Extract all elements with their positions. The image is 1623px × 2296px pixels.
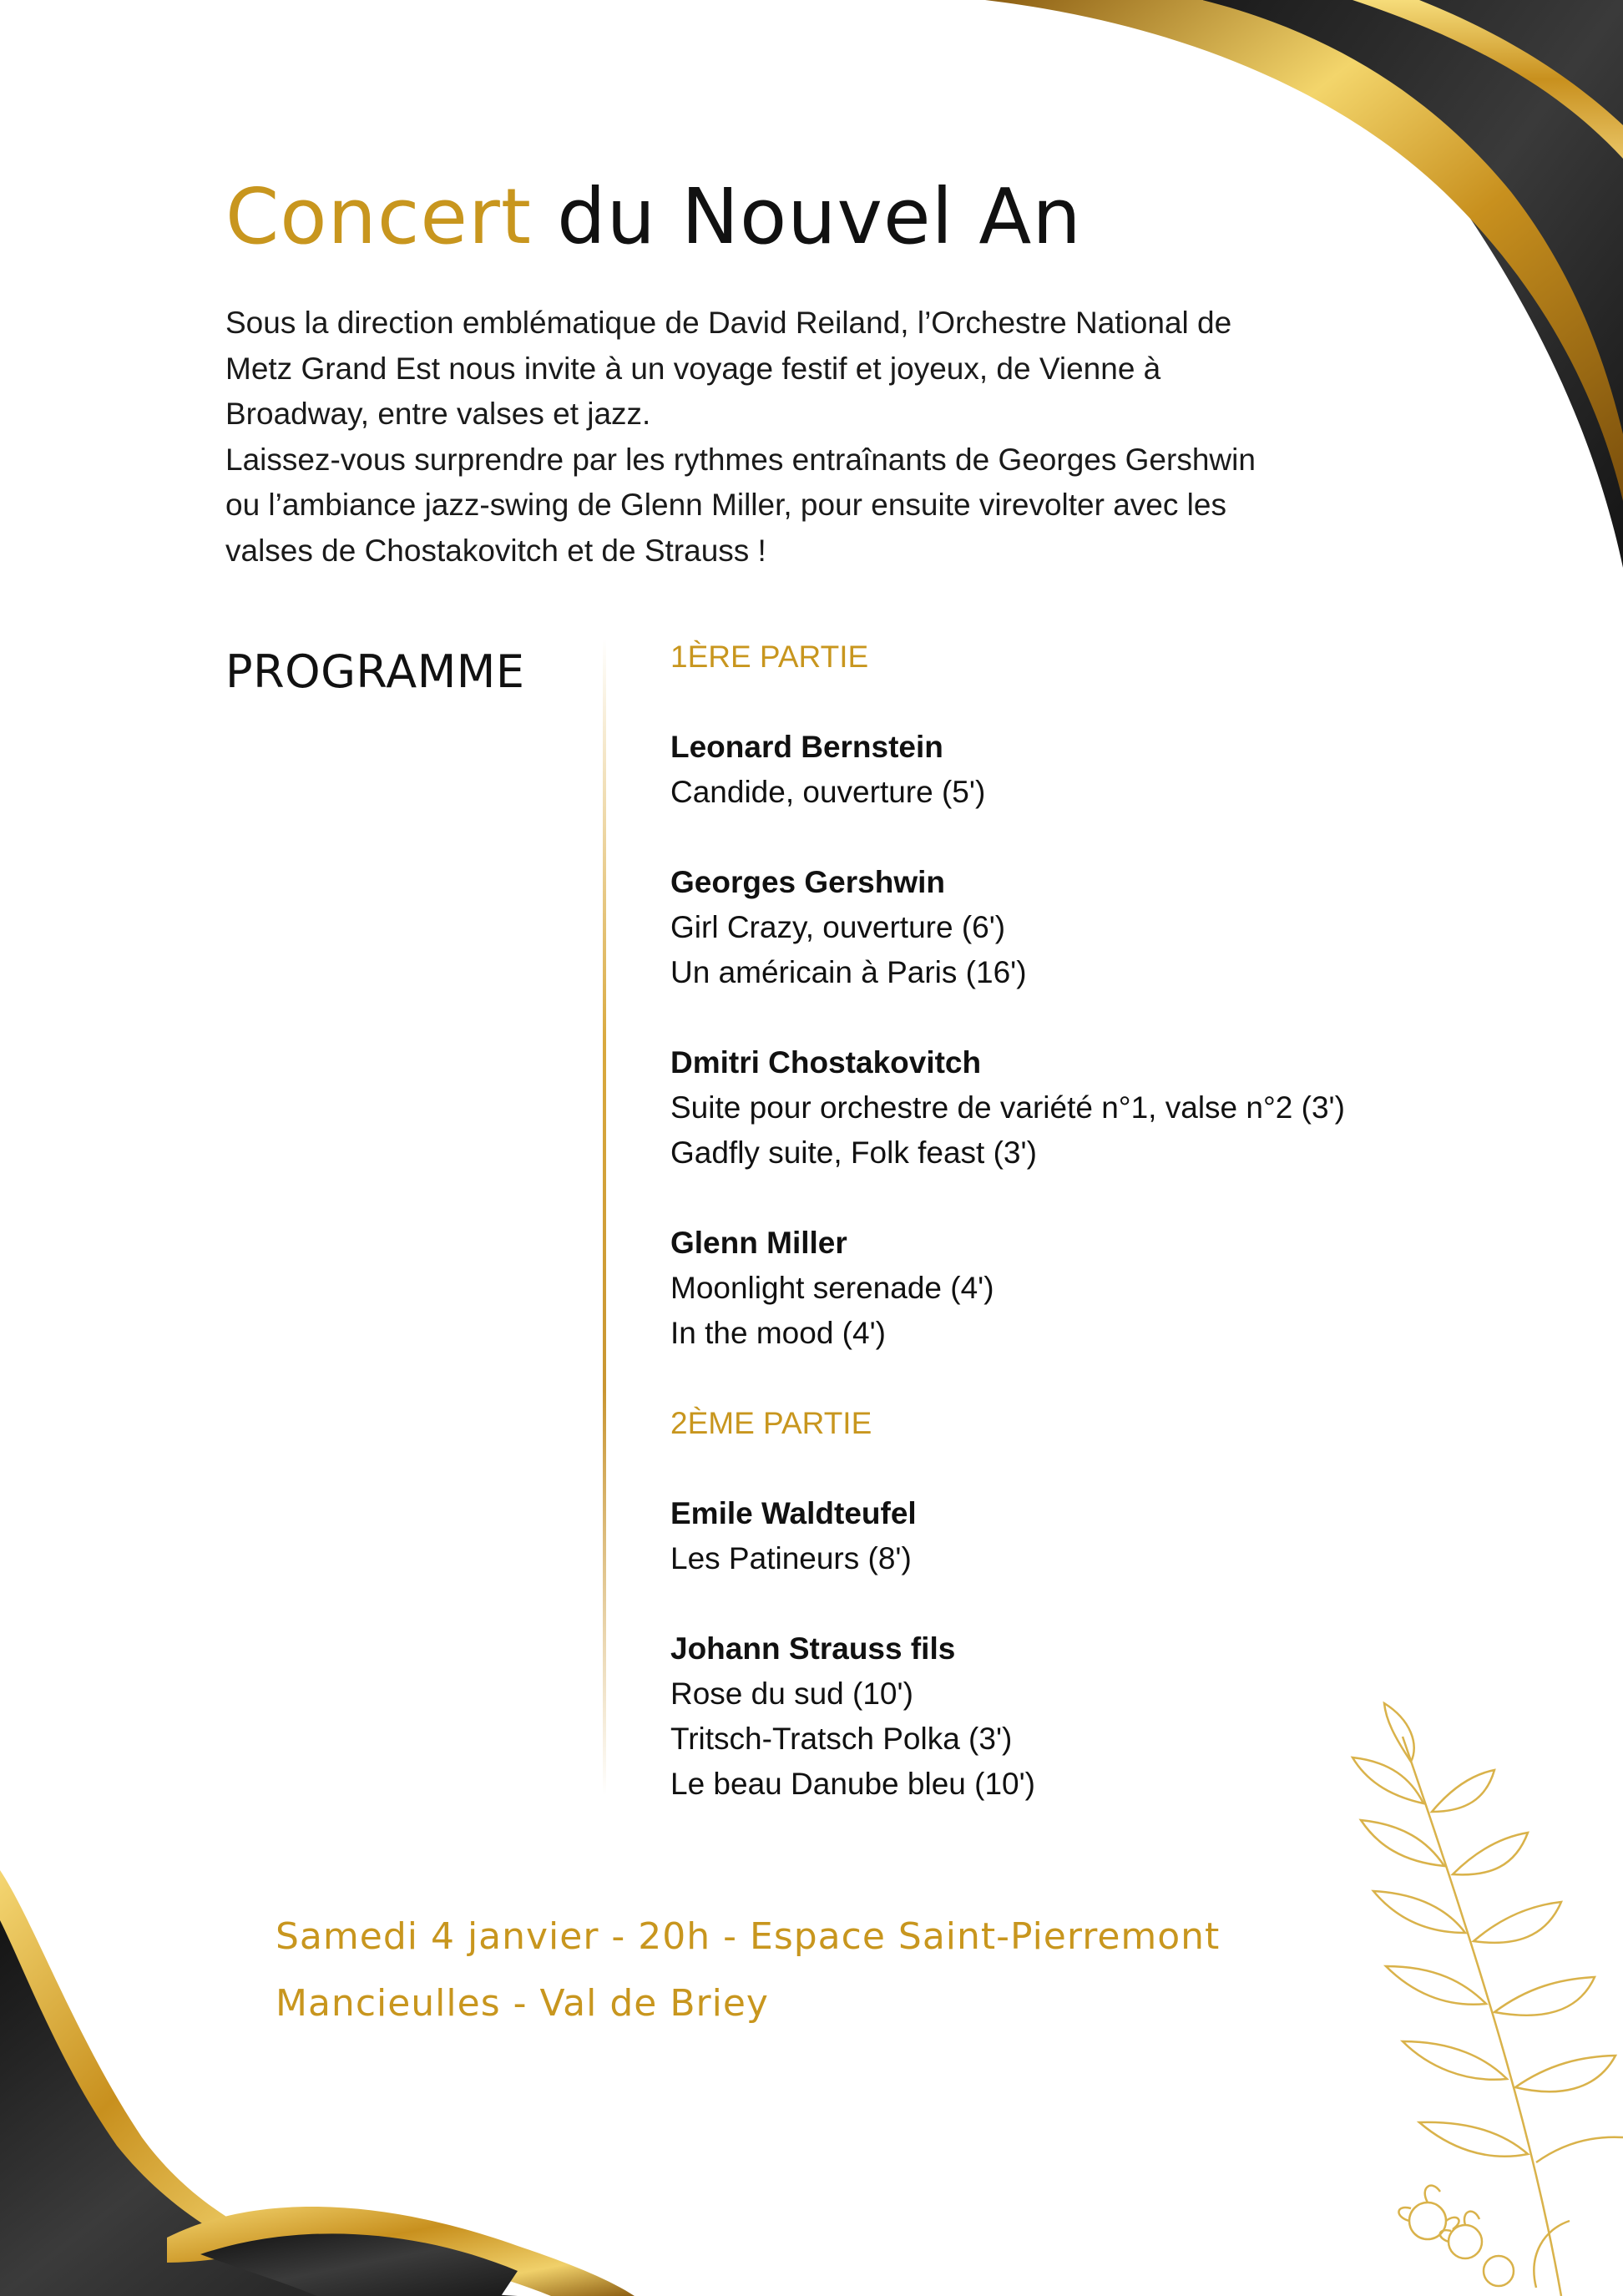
- intro-line: Metz Grand Est nous invite à un voyage festif et joyeux, de Vienne à: [225, 351, 1161, 386]
- title-rest: du Nouvel An: [531, 172, 1082, 261]
- composer-block: [670, 860, 1589, 995]
- event-location: Mancieulles - Val de Briey: [276, 1982, 769, 2025]
- composer-name: Georges Gershwin: [670, 865, 945, 899]
- event-details: [276, 1904, 1361, 2037]
- composer-name: Leonard Bernstein: [670, 730, 943, 764]
- composer-block: [670, 1626, 1589, 1807]
- work-title: Moonlight serenade (4'): [670, 1271, 994, 1305]
- intro-line: Broadway, entre valses et jazz.: [225, 397, 651, 431]
- work-title: Rose du sud (10'): [670, 1676, 913, 1711]
- work-title: Le beau Danube bleu (10'): [670, 1767, 1036, 1801]
- composer-name: Dmitri Chostakovitch: [670, 1045, 982, 1080]
- intro-paragraph: [225, 301, 1394, 574]
- composer-name: Glenn Miller: [670, 1226, 847, 1260]
- vertical-gold-divider: [603, 639, 606, 1795]
- event-date-time-venue: Samedi 4 janvier - 20h - Espace Saint-Pierremont: [276, 1915, 1221, 1958]
- composer-block: [670, 725, 1589, 815]
- work-title: Un américain à Paris (16'): [670, 955, 1027, 989]
- work-title: Tritsch-Tratsch Polka (3'): [670, 1722, 1013, 1756]
- intro-line: valses de Chostakovitch et de Strauss !: [225, 533, 766, 568]
- intro-line: ou l’ambiance jazz-swing de Glenn Miller, pour ensuite virevolter avec les: [225, 488, 1226, 522]
- intro-line: Sous la direction emblématique de David Reiland, l’Orchestre National de: [225, 306, 1232, 340]
- work-title: Candide, ouverture (5'): [670, 775, 986, 809]
- part-one-label: 1ÈRE PARTIE: [670, 640, 869, 674]
- title-accent-word: Concert: [225, 172, 532, 261]
- work-title: Les Patineurs (8'): [670, 1541, 912, 1575]
- work-title: Girl Crazy, ouverture (6'): [670, 910, 1006, 944]
- composer-block: [670, 1491, 1589, 1581]
- part-two-label: 2ÈME PARTIE: [670, 1406, 872, 1440]
- work-title: Suite pour orchestre de variété n°1, valse n°2 (3'): [670, 1090, 1345, 1125]
- composer-name: Emile Waldteufel: [670, 1496, 917, 1530]
- page-title: [225, 163, 1082, 271]
- program-heading: PROGRAMME: [225, 645, 525, 698]
- work-title: In the mood (4'): [670, 1316, 886, 1350]
- composer-block: [670, 1040, 1589, 1176]
- composer-name: Johann Strauss fils: [670, 1631, 956, 1666]
- work-title: Gadfly suite, Folk feast (3'): [670, 1135, 1037, 1170]
- intro-line: Laissez-vous surprendre par les rythmes entraînants de Georges Gershwin: [225, 442, 1256, 477]
- composer-block: [670, 1221, 1589, 1356]
- program-list: [670, 635, 1589, 1807]
